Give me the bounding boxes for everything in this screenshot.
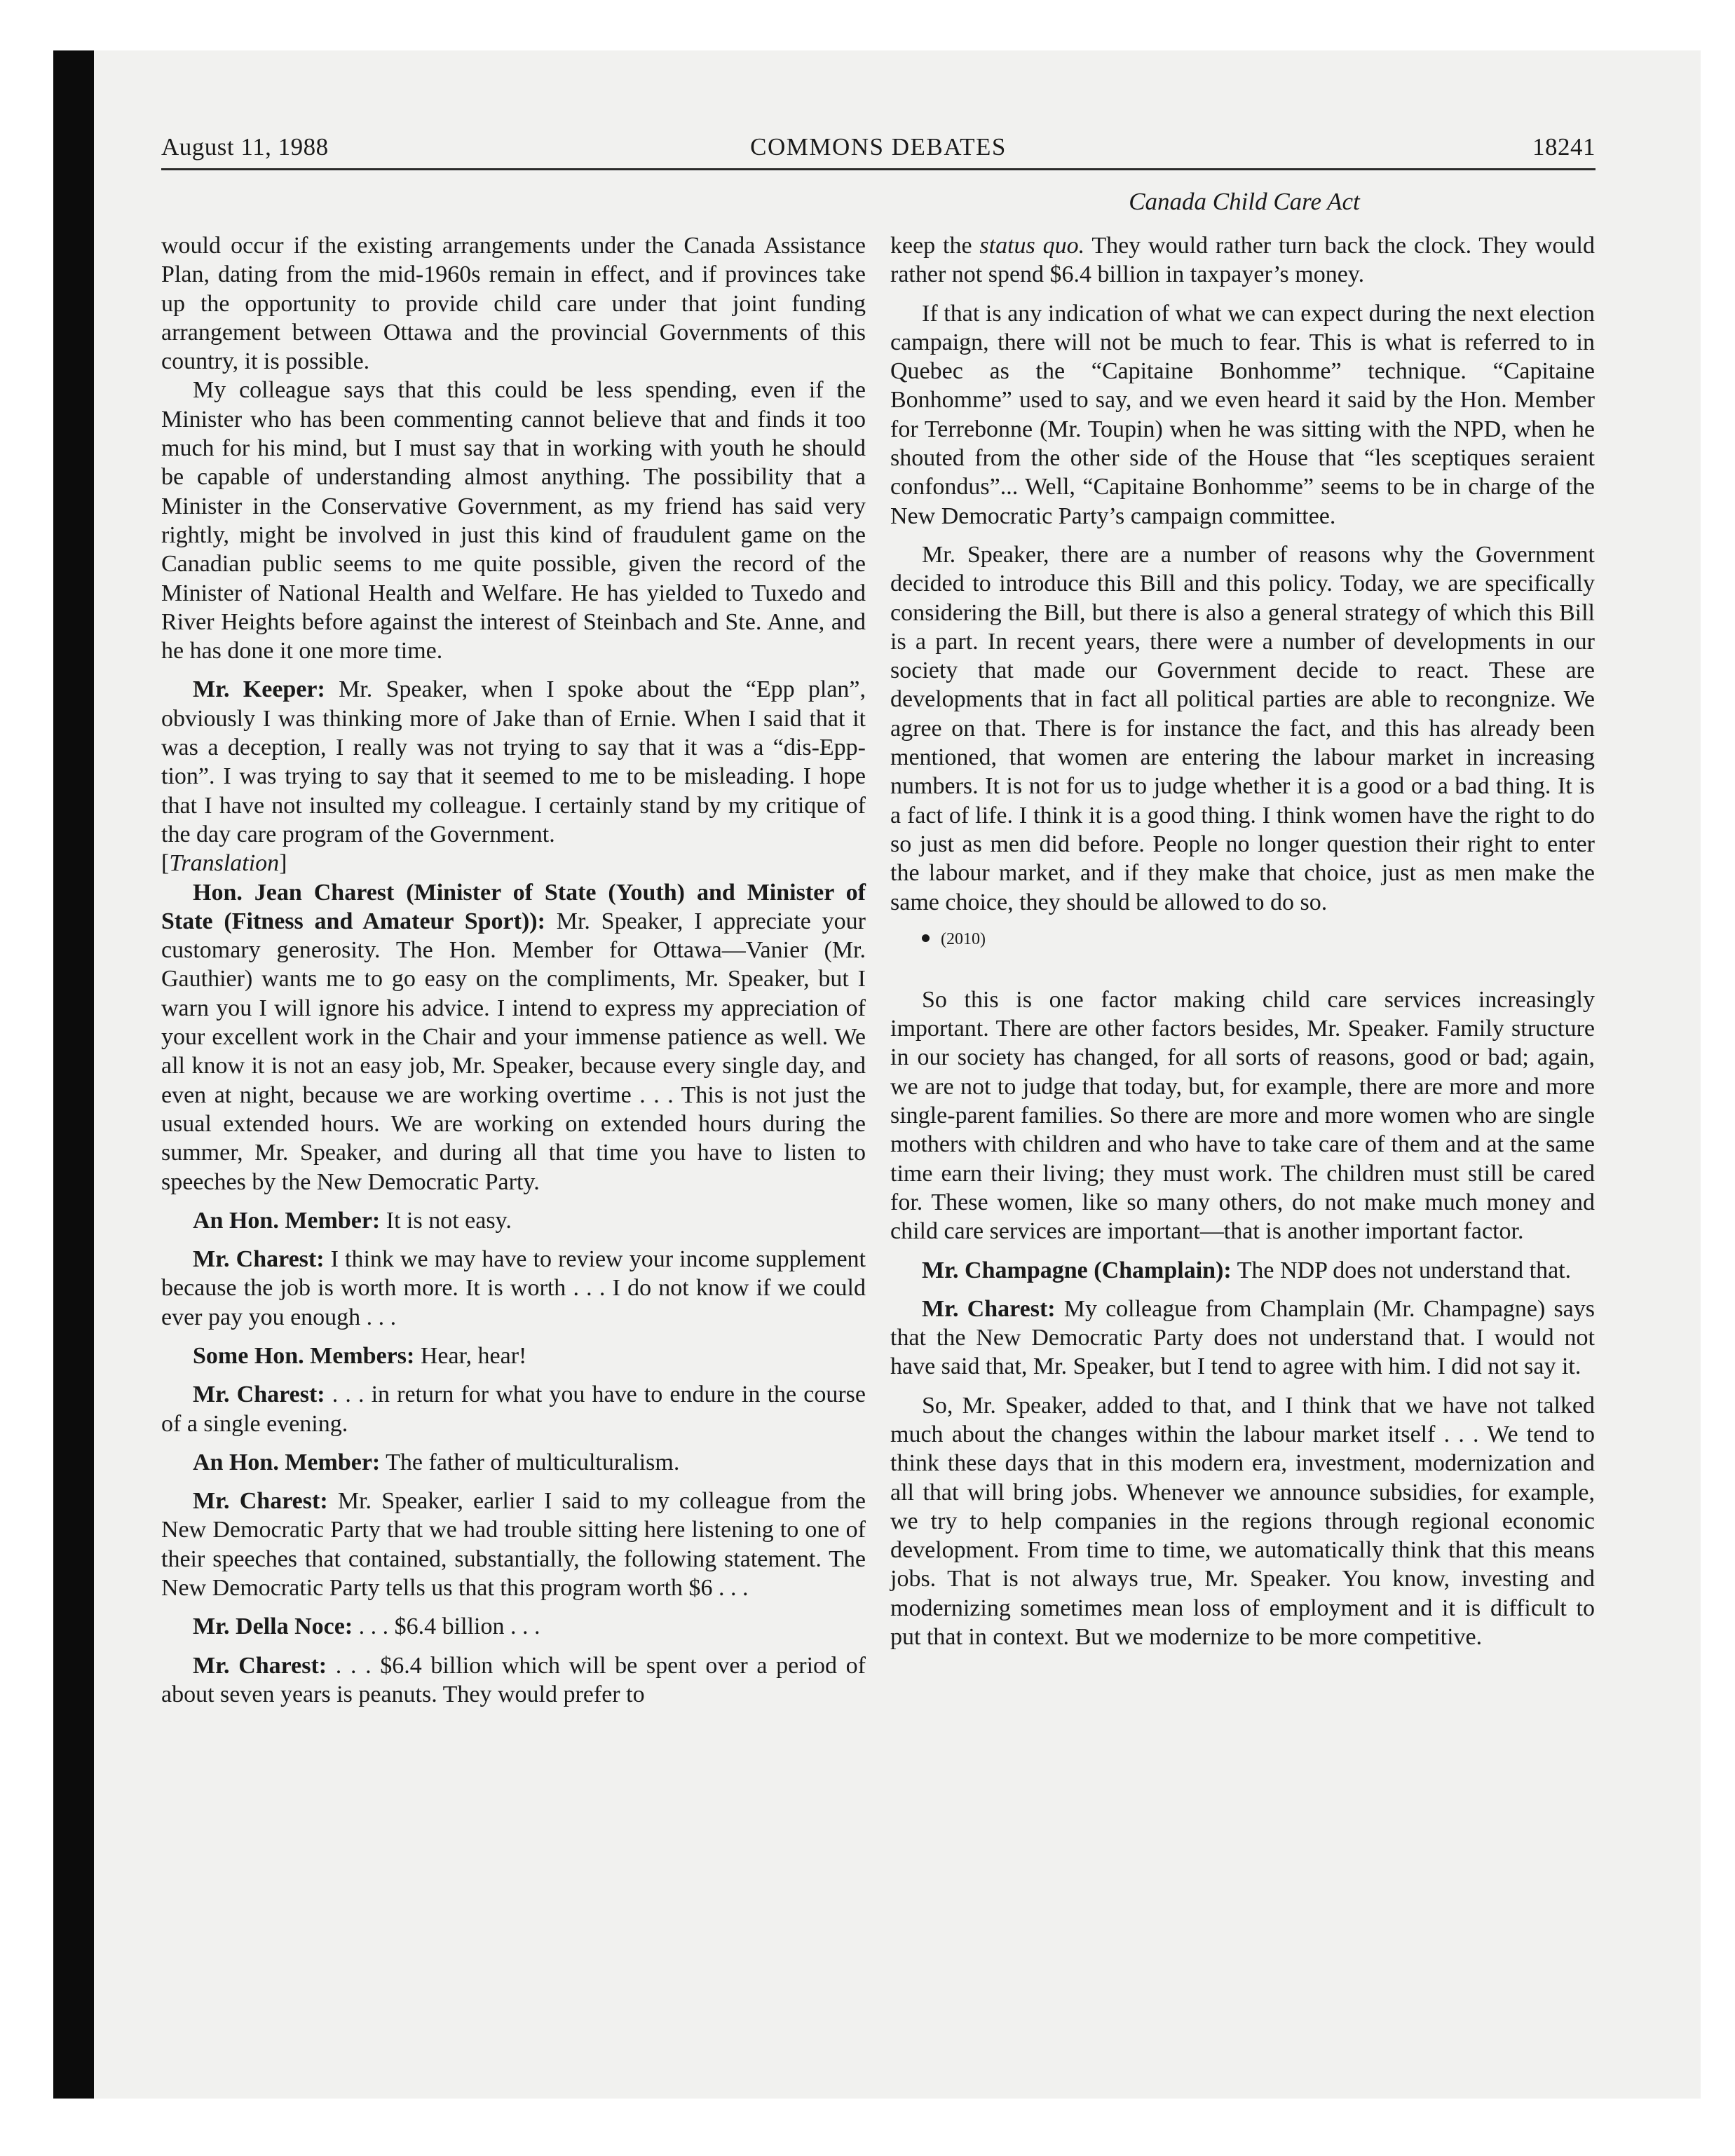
time-marker: (2010) [890, 927, 1595, 952]
speech: Some Hon. Members: Hear, hear! [193, 1342, 527, 1369]
speech: Mr. Keeper: Mr. Speaker, when I spoke about the “Epp plan”, obviously I was thinking more of Jake than of Ernie. When I said that it was a deception, I really was not trying to say that it was a “dis-Epp-tion”. I was trying to say that it seemed to me to be misleading. I hope that I have not insulted my colleague. I certainly stand by my critique of the day care program of the Government. [161, 676, 866, 847]
speaker-name: Mr. Charest: [193, 1381, 325, 1408]
header-publication: COMMONS DEBATES [750, 133, 1007, 161]
right-column [890, 231, 1595, 1651]
running-header [161, 133, 1595, 168]
speaker-name: Mr. Keeper: [193, 676, 325, 703]
binding-edge [53, 50, 94, 2099]
speaker-name: Hon. Jean Charest (Minister of State (Youth) and Minister of State (Fitness and Amateur Sport)): [161, 879, 866, 934]
speaker-name: Mr. Charest: [193, 1246, 325, 1273]
paragraph: So, Mr. Speaker, added to that, and I think that we have not talked much about the changes within the labour market itself . . . We tend to think these days that in this modern era, investment, modernization and all that will bring jobs. Whenever we announce subsidies, for example, we try to help companies in the regions through regional economic development. From time to time, we automatically think that this means jobs. That is not always true, Mr. Speaker. You know, investing and modernizing sometimes mean loss of employment and it is difficult to put that in context. But we modernize to be more competitive. [890, 1392, 1595, 1651]
paragraph: would occur if the existing arrangements under the Canada Assistance Plan, dating from the mid-1960s remain in effect, and if provinces take up the opportunity to provide child care under that joint funding arrangement between Ottawa and the provincial Governments of this country, it is possible. [161, 233, 866, 375]
speaker-name: Mr. Champagne (Champlain): [922, 1257, 1232, 1283]
speaker-name: An Hon. Member: [193, 1207, 381, 1234]
speech: Hon. Jean Charest (Minister of State (Youth) and Minister of State (Fitness and Amateur Sport)): Mr. Speaker, I appreciate your customary generosity. The Hon. Member for Ottawa—Vanier (Mr. Gauthier) wants me to go easy on the compliments, Mr. Speaker, but I warn you I will ignore his advice. I intend to express my appreciation of your excellent work in the Chair and your immense patience as well. We all know it is not an easy job, Mr. Speaker, because every single day, and even at night, because we are working overtime . . . This is not just the usual extended hours. We are working on extended hours during the summer, Mr. Speaker, and during all that time you have to listen to speeches by the New Democratic Party. [161, 879, 866, 1195]
spacer [890, 952, 1595, 985]
speech: Mr. Charest: My colleague from Champlain (Mr. Champagne) says that the New Democratic Party does not understand that. I would not have said that, Mr. Speaker, but I tend to agree with him. I did not say it. [890, 1295, 1595, 1380]
header-page-number: 18241 [1532, 133, 1595, 161]
translation-note: [Translation] [161, 850, 287, 877]
header-rule [161, 168, 1595, 170]
header-date: August 11, 1988 [161, 133, 329, 161]
speech: Mr. Champagne (Champlain): The NDP does not understand that. [922, 1257, 1572, 1283]
paragraph: keep the status quo. They would rather turn back the clock. They would rather not spend $6.4 billion in taxpayer’s money. [890, 233, 1595, 288]
speech: Mr. Charest: I think we may have to review your income supplement because the job is worth more. It is worth . . . I do not know if we could ever pay you enough . . . [161, 1246, 866, 1330]
speaker-name: Mr. Della Noce: [193, 1613, 353, 1640]
bullet-icon [922, 934, 930, 942]
speaker-name: Some Hon. Members: [193, 1342, 415, 1369]
speaker-name: Mr. Charest: [922, 1295, 1056, 1322]
paragraph: My colleague says that this could be less spending, even if the Minister who has been commenting cannot believe that and finds it too much for his mind, but I must say that in working with youth he should be capable of understanding almost anything. The possibility that a Minister in the Conservative Government, as my friend has said very rightly, might be involved in just this kind of fraudulent game on the Canadian public seems to me quite possible, given the record of the Minister of National Health and Welfare. He has yielded to Tuxedo and River Heights before against the interest of Steinbach and Ste. Anne, and he has done it one more time. [161, 377, 866, 664]
paragraph: So this is one factor making child care services increasingly important. There are other factors besides, Mr. Speaker. Family structure in our society has changed, for all sorts of reasons, good or bad; again, we are not to judge that today, but, for example, there are more and more single-parent families. So there are more and more women who are single mothers with children and who have to take care of them and at the same time earn their living; they must work. The children must still be cared for. These women, like so many others, do not make much money and child care services are important—that is another important factor. [890, 986, 1595, 1245]
speech: Mr. Charest: . . . in return for what you have to endure in the course of a single evening. [161, 1381, 866, 1437]
paragraph: If that is any indication of what we can expect during the next election campaign, there will not be much to fear. This is what is referred to in Quebec as the “Capitaine Bonhomme” technique. “Capitaine Bonhomme” used to say, and we even heard it said by the Hon. Member for Terrebonne (Mr. Toupin) when he was sitting with the NPD, when he shouted from the other side of the House that “les sceptiques seraient confondus”... Well, “Capitaine Bonhomme” seems to be in charge of the New Democratic Party’s campaign committee. [890, 300, 1595, 529]
speech: Mr. Charest: . . . $6.4 billion which will be spent over a period of about seven years is peanuts. They would prefer to [161, 1652, 866, 1707]
speech: Mr. Della Noce: . . . $6.4 billion . . . [193, 1613, 540, 1640]
speaker-name: Mr. Charest: [193, 1488, 328, 1515]
speech: An Hon. Member: The father of multiculturalism. [193, 1449, 680, 1475]
section-subtitle: Canada Child Care Act [1129, 188, 1360, 215]
speaker-name: An Hon. Member: [193, 1449, 381, 1475]
speaker-name: Mr. Charest: [193, 1652, 327, 1679]
speech: An Hon. Member: It is not easy. [193, 1207, 512, 1234]
speech: Mr. Charest: Mr. Speaker, earlier I said to my colleague from the New Democratic Party that we had trouble sitting here listening to one of their speeches that contained, substantially, the following statement. The New Democratic Party tells us that this program worth $6 . . . [161, 1488, 866, 1602]
left-column [161, 231, 866, 1709]
paragraph: Mr. Speaker, there are a number of reasons why the Government decided to introduce this Bill and this policy. Today, we are specifically considering the Bill, but there is also a general strategy of which this Bill is a part. In recent years, there were a number of developments in our society that made our Government decide to react. These are developments that in fact all political parties are able to recongnize. We agree on that. There is for instance the fact, and this has already been mentioned, that women are entering the labour market in increasing numbers. It is not for us to judge whether it is a good or a bad thing. It is a fact of life. I think it is a good thing. I think women have the right to do so just as men did before. People no longer question their right to enter the labour market, and if they make that choice, just as men make the same choice, they should be allowed to do so. [890, 541, 1595, 915]
